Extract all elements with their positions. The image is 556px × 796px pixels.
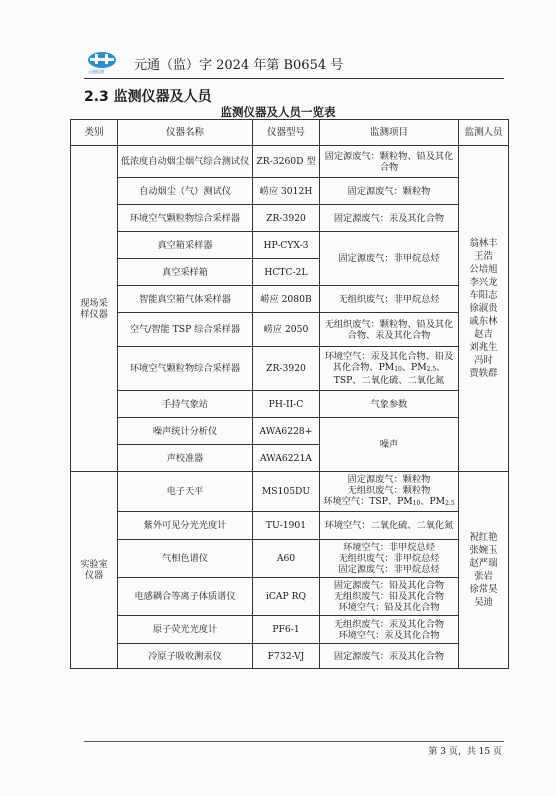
table-row	[71, 146, 509, 178]
instrument-name: 低浓度自动烟尘烟气综合测试仪	[118, 146, 253, 178]
category-label: 现场采样仪器	[80, 297, 108, 320]
table-row	[71, 178, 509, 205]
monitor-item: 噪声	[320, 418, 459, 472]
person-name: 冯时	[474, 355, 493, 366]
monitor-line: 环境空气：汞及其化合物	[338, 629, 440, 641]
instrument-model: AWA6228+	[253, 418, 320, 445]
instrument-model: ZR-3920	[253, 205, 320, 232]
footer-divider	[84, 741, 504, 742]
col-header: 监测项目	[320, 120, 459, 146]
logo-text: 元通检测	[88, 69, 104, 74]
instrument-name: 气相色谱仪	[118, 540, 253, 578]
person-name: 李兴龙	[469, 277, 498, 288]
instrument-model: HCTC-2L	[253, 259, 320, 286]
instrument-model: PF6-1	[253, 616, 320, 644]
col-header: 仪器名称	[118, 120, 253, 146]
monitor-item: 无组织废气：颗粒物、铅及其化合物、汞及其化合物	[320, 313, 459, 347]
table-row	[71, 578, 509, 616]
field-people-cell	[459, 146, 509, 472]
instrument-table	[70, 119, 509, 669]
person-name: 王浩	[474, 251, 493, 262]
col-header: 仪器型号	[253, 120, 320, 146]
instrument-model: TU-1901	[253, 512, 320, 540]
person-name: 徐常昊	[469, 584, 498, 595]
section-title: 2.3 监测仪器及人员	[84, 89, 212, 105]
table-row	[71, 616, 509, 644]
table-row	[71, 512, 509, 540]
instrument-model: iCAP RQ	[253, 578, 320, 616]
monitor-item: 固定源废气：非甲烷总烃	[320, 232, 459, 286]
instrument-model: ZR-3920	[253, 347, 320, 391]
person-name: 贾轶群	[469, 368, 498, 379]
person-name: 车阳志	[469, 290, 498, 301]
page-number: 第 3 页，共 15 页	[428, 747, 502, 757]
instrument-name: 空气/智能 TSP 综合采样器	[118, 313, 253, 347]
instrument-name: 自动烟尘（气）测试仪	[118, 178, 253, 205]
person-name: 翁林丰	[469, 238, 498, 249]
table-row	[71, 644, 509, 669]
instrument-name: 真空采样箱	[118, 259, 253, 286]
lab-people-cell	[459, 472, 509, 669]
instrument-name: 电子天平	[118, 472, 253, 512]
instrument-name: 紫外可见分光光度计	[118, 512, 253, 540]
monitor-item	[320, 578, 459, 616]
monitor-item: 固定源废气：汞及其化合物	[320, 644, 459, 669]
person-name: 吴迪	[474, 597, 493, 608]
page-header	[84, 50, 504, 79]
category-cell	[71, 472, 118, 669]
instrument-model: 崂应 3012H	[253, 178, 320, 205]
col-header: 类别	[71, 120, 118, 146]
monitor-item	[320, 472, 459, 512]
monitor-line: 环境空气：铅及其化合物	[338, 602, 440, 613]
instrument-model: 崂应 2050	[253, 313, 320, 347]
monitor-line: 无组织废气：非甲烷总烃	[338, 553, 440, 564]
monitor-line: 无组织废气：颗粒物	[347, 485, 431, 496]
person-name: 徐淑贵	[469, 303, 498, 314]
monitor-item: 固定源废气：颗粒物	[320, 178, 459, 205]
monitor-line: 固定源废气：铅及其化合物	[333, 580, 445, 591]
table-row	[71, 286, 509, 313]
instrument-name: 原子荧光光度计	[118, 616, 253, 644]
instrument-model: A60	[253, 540, 320, 578]
table-title: 监测仪器及人员一览表	[220, 105, 336, 119]
table-row	[71, 418, 509, 445]
person-name: 公培旭	[469, 264, 498, 275]
instrument-model: 崂应 2080B	[253, 286, 320, 313]
person-name: 祝红艳	[469, 532, 498, 543]
monitor-item: 环境空气：二氧化硫、二氧化氮	[320, 512, 459, 540]
monitor-item	[320, 540, 459, 578]
table-row	[71, 472, 509, 512]
monitor-line: 无组织废气：铅及其化合物	[333, 591, 445, 602]
instrument-name: 电感耦合等离子体质谱仪	[118, 578, 253, 616]
monitor-item: 环境空气：汞及其化合物、铅及其化合物、$PM_{10}$、$PM_{2.5}$、TSP、二氧化硫、二氧化氮	[320, 347, 459, 391]
instrument-name: 冷原子吸收测汞仪	[118, 644, 253, 669]
instrument-name: 手持气象站	[118, 391, 253, 418]
table-row	[71, 313, 509, 347]
instrument-model: MS105DU	[253, 472, 320, 512]
person-name: 刘兆生	[469, 342, 498, 353]
table-row	[71, 232, 509, 259]
monitor-line: 固定源废气：非甲烷总烃	[338, 564, 440, 575]
instrument-model: F732-VJ	[253, 644, 320, 669]
person-name: 张婉玉	[469, 545, 498, 556]
table-row	[71, 205, 509, 232]
col-header: 监测人员	[459, 120, 509, 146]
category-label: 实验室仪器	[80, 559, 108, 581]
monitor-line: 固定源废气：颗粒物	[347, 474, 431, 485]
monitor-item: 固定源废气：颗粒物、铅及其化合物	[320, 146, 459, 178]
instrument-model: PH-II-C	[253, 391, 320, 418]
instrument-name: 环境空气颗粒物综合采样器	[118, 205, 253, 232]
instrument-model: HP-CYX-3	[253, 232, 320, 259]
person-name: 赵严瑞	[469, 558, 498, 569]
table-row	[71, 347, 509, 391]
instrument-name: 智能真空箱气体采样器	[118, 286, 253, 313]
instrument-name: 真空箱采样器	[118, 232, 253, 259]
category-cell	[71, 146, 118, 472]
monitor-item: 无组织废气：非甲烷总烃	[320, 286, 459, 313]
instrument-name: 噪声统计分析仪	[118, 418, 253, 445]
table-row	[71, 540, 509, 578]
monitor-item: 固定源废气：汞及其化合物	[320, 205, 459, 232]
instrument-model: ZR-3260D 型	[253, 146, 320, 178]
instrument-name: 声校准器	[118, 445, 253, 472]
monitor-line: 环境空气：非甲烷总烃	[343, 542, 435, 553]
monitor-item: 气象参数	[320, 391, 459, 418]
person-name: 戚东林	[469, 316, 498, 327]
table-row	[71, 391, 509, 418]
monitor-item	[320, 616, 459, 644]
monitor-line: 无组织废气：汞及其化合物	[333, 618, 445, 630]
instrument-name: 环境空气颗粒物综合采样器	[118, 347, 253, 391]
person-name: 赵吉	[474, 329, 493, 340]
table-header-row	[71, 120, 509, 146]
instrument-model: AWA6221A	[253, 445, 320, 472]
monitor-line: 环境空气：TSP、$PM_{10}$、$PM_{2.5}$	[323, 496, 455, 507]
document-number: 元通（监）字 2024 年第 B0654 号	[134, 58, 344, 73]
person-name: 张岩	[474, 571, 493, 582]
